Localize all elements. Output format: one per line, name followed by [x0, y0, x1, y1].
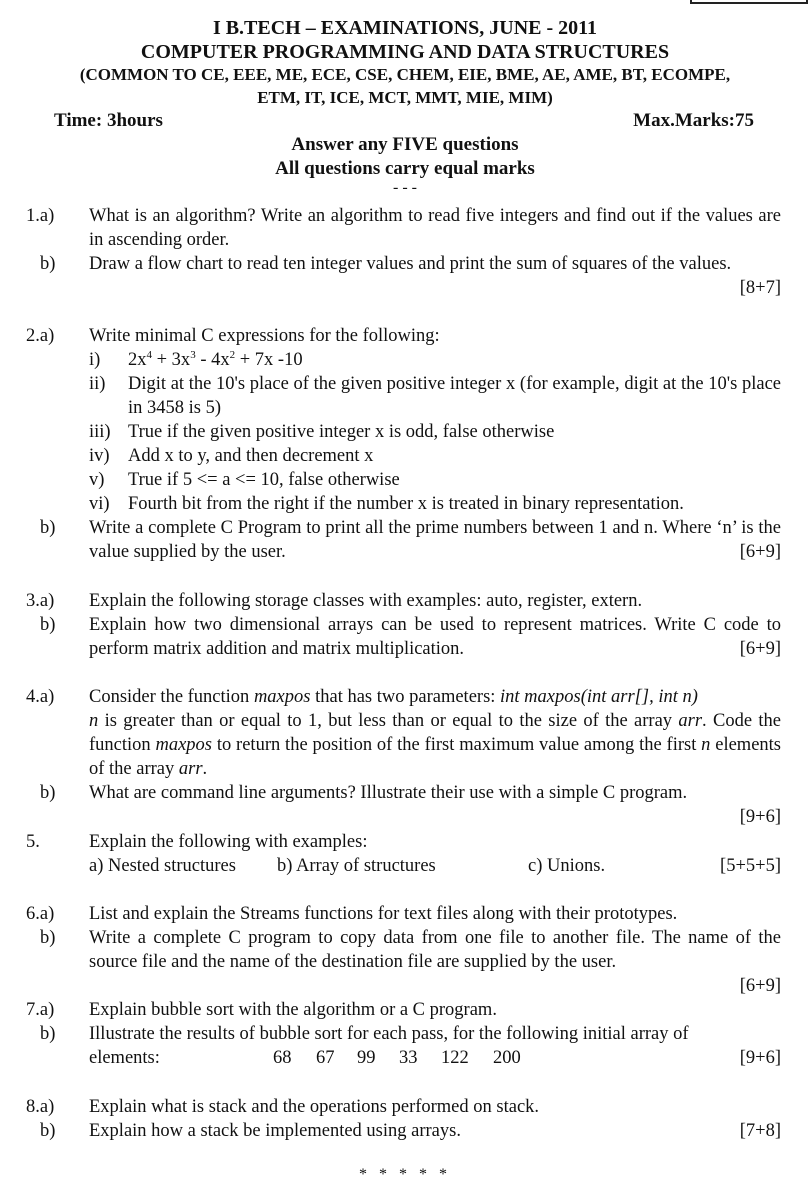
polynomial-expression: $2x^4 + 3x^3 - 4x^2 + 7x$ -10	[128, 349, 303, 370]
array-element: 67	[316, 1048, 335, 1068]
question-text: Explain how two dimensional arrays can be used to represent matrices. Write C code to perform matrix addition and matrix multiplication.	[89, 615, 781, 659]
subpart-number: v)	[89, 470, 105, 490]
end-of-paper-stars: * * * * *	[359, 1166, 451, 1183]
max-marks: Max.Marks:75	[633, 110, 754, 131]
branches-line-2: ETM, IT, ICE, MCT, MMT, MIE, MIM)	[257, 88, 553, 107]
question-text: Write minimal C expressions for the following:	[89, 326, 440, 346]
question-number: b)	[40, 254, 56, 274]
marks-allocation: [9+6]	[739, 1048, 781, 1068]
marks-allocation: [6+9]	[739, 542, 781, 562]
instruction-equal-marks: All questions carry equal marks	[275, 158, 535, 179]
array-element: 33	[399, 1048, 418, 1068]
subpart-text: Add x to y, and then decrement x	[128, 446, 374, 466]
array-element: 99	[357, 1048, 376, 1068]
question-text: Write a complete C program to copy data from one file to another file. The name of the source file and the name of the destination file are supplied by the user.	[89, 928, 781, 972]
question-number: 8.a)	[26, 1097, 55, 1117]
marks-allocation: [5+5+5]	[720, 856, 781, 876]
array-element: 200	[493, 1048, 521, 1068]
marks-allocation: [6+9]	[739, 976, 781, 996]
question-number: b)	[40, 928, 56, 948]
subpart-number: i)	[89, 350, 101, 370]
marks-allocation: [8+7]	[739, 278, 781, 298]
array-element: 122	[441, 1048, 469, 1068]
question-number: 1.a)	[26, 206, 55, 226]
question-number: 2.a)	[26, 326, 55, 346]
instruction-answer-five: Answer any FIVE questions	[291, 134, 519, 155]
branches-line-1: (COMMON TO CE, EEE, ME, ECE, CSE, CHEM, EIE, BME, AE, AME, BT, ECOMPE,	[79, 65, 731, 84]
marks-allocation: [7+8]	[739, 1121, 781, 1141]
question-number: 5.	[26, 832, 40, 852]
question-text: What is an algorithm? Write an algorithm to read five integers and find out if the values are in ascending order.	[89, 206, 781, 250]
marks-allocation: [9+6]	[739, 807, 781, 827]
question-number: b)	[40, 1024, 56, 1044]
question-number: b)	[40, 783, 56, 803]
question-number: 4.a)	[26, 687, 55, 707]
subpart-text: Digit at the 10's place of the given positive integer x (for example, digit at the 10's place in 3458 is 5)	[128, 374, 781, 418]
array-element: 68	[273, 1048, 292, 1068]
question-text: Explain what is stack and the operations performed on stack.	[89, 1097, 540, 1117]
question-text: Write a complete C Program to print all the prime numbers between 1 and n. Where ‘n’ is the value supplied by the user.	[89, 518, 781, 562]
part-a-nested-structures: a) Nested structures	[89, 856, 236, 876]
subject-title: COMPUTER PROGRAMMING AND DATA STRUCTURES	[140, 41, 670, 63]
subpart-number: vi)	[89, 494, 110, 514]
marks-allocation: [6+9]	[739, 639, 781, 659]
subpart-number: iii)	[89, 422, 111, 442]
separator: - - -	[393, 179, 417, 196]
question-text: Illustrate the results of bubble sort for each pass, for the following initial array of	[89, 1024, 689, 1044]
exam-time: Time: 3hours	[54, 110, 163, 131]
question-number: 7.a)	[26, 1000, 55, 1020]
question-number: b)	[40, 518, 56, 538]
subpart-number: iv)	[89, 446, 110, 466]
question-text: Explain bubble sort with the algorithm or a C program.	[89, 1000, 497, 1020]
elements-label: elements:	[89, 1048, 160, 1068]
question-number: 3.a)	[26, 591, 55, 611]
question-text: Explain the following with examples:	[89, 832, 368, 852]
subpart-text: Fourth bit from the right if the number x is treated in binary representation.	[128, 494, 684, 514]
question-text: What are command line arguments? Illustrate their use with a simple C program.	[89, 783, 688, 803]
subpart-text: True if the given positive integer x is odd, false otherwise	[128, 422, 555, 442]
subpart-number: ii)	[89, 374, 106, 394]
question-number: b)	[40, 1121, 56, 1141]
part-c-unions: c) Unions.	[528, 856, 606, 876]
question-text: List and explain the Streams functions for text files along with their prototypes.	[89, 904, 678, 924]
question-number: b)	[40, 615, 56, 635]
question-text: Consider the function maxpos that has two parameters: int maxpos(int arr[], int n) n is greater than or equal to 1, but less than or equal to the size of the array arr. Code the function maxpos to return the position of the first maximum value among the first n elements of the array arr.	[89, 687, 781, 779]
part-b-array-of-structures: b) Array of structures	[277, 856, 436, 876]
exam-title: I B.TECH – EXAMINATIONS, JUNE - 2011	[212, 17, 598, 39]
subpart-text: True if 5 <= a <= 10, false otherwise	[128, 470, 400, 490]
question-number: 6.a)	[26, 904, 55, 924]
question-text: Draw a flow chart to read ten integer values and print the sum of squares of the values.	[89, 254, 732, 274]
question-text: Explain how a stack be implemented using arrays.	[89, 1121, 461, 1141]
corner-box	[690, 0, 808, 4]
question-text: Explain the following storage classes with examples: auto, register, extern.	[89, 591, 643, 611]
